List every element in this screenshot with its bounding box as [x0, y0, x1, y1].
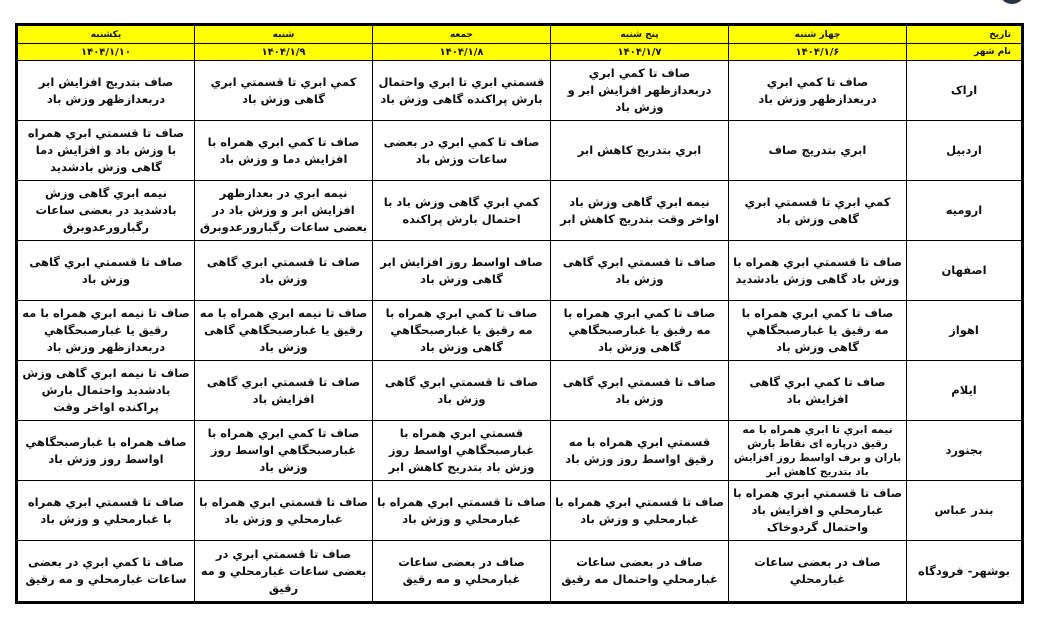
city-name: ارومیه: [907, 181, 1023, 241]
forecast-cell: صاف در بعضی ساعات غبارمحلي: [729, 541, 907, 603]
forecast-cell: صاف تا کمي ابري در بعضی ساعات غبارمحلي و مه رقيق: [17, 541, 195, 603]
day-date: ۱۴۰۴/۱/۶: [729, 44, 907, 61]
forecast-cell: صاف تا کمي ابري همراه با مه رقيق يا غبارصبحگاهي گاهی وزش باد: [729, 301, 907, 361]
city-name: بندر عباس: [907, 481, 1023, 541]
city-name: ایلام: [907, 361, 1023, 421]
date-label: تاریخ: [907, 25, 1023, 44]
forecast-cell: صاف تا کمي ابري دربعدازظهر وزش باد: [729, 61, 907, 121]
city-name: اردبیل: [907, 121, 1023, 181]
forecast-cell: صاف تا قسمتي ابري همراه با غبارمحلي و وزش باد: [373, 481, 551, 541]
forecast-cell: نيمه ابري گاهی وزش باد اواخر وقت بتدريج کاهش ابر: [551, 181, 729, 241]
table-row: [17, 301, 1023, 361]
forecast-cell: صاف تا کمي ابري همراه با مه رقيق يا غبارصبحگاهي گاهی وزش باد: [373, 301, 551, 361]
forecast-cell: صاف تا کمي ابري در بعضی ساعات وزش باد: [373, 121, 551, 181]
day-date: ۱۴۰۴/۱/۷: [551, 44, 729, 61]
forecast-cell: ابري بتدريج صاف: [729, 121, 907, 181]
table-row: [17, 181, 1023, 241]
day-date: ۱۴۰۴/۱/۸: [373, 44, 551, 61]
forecast-cell: صاف تا کمي ابري همراه با افزايش دما و وزش باد: [195, 121, 373, 181]
city-label: نام شهر: [907, 44, 1023, 61]
forecast-cell: صاف تا کمي ابري دربعدازظهر افزايش ابر و وزش باد: [551, 61, 729, 121]
day-name: چهار شنبه: [729, 25, 907, 44]
header-row-dates: [17, 44, 1023, 61]
forecast-cell: کمي ابري تا قسمتي ابري گاهی وزش باد: [195, 61, 373, 121]
forecast-cell: صاف تا قسمتي ابري همراه با وزش باد و افزايش دما گاهی وزش بادشديد: [17, 121, 195, 181]
header-row-days: [17, 25, 1023, 44]
forecast-cell: صاف در بعضی ساعات غبارمحلي واحتمال مه رقيق: [551, 541, 729, 603]
forecast-cell: صاف تا کمي ابري گاهی افزايش باد: [729, 361, 907, 421]
city-name: اهواز: [907, 301, 1023, 361]
day-date: ۱۴۰۴/۱/۱۰: [17, 44, 195, 61]
weather-forecast-table: [15, 23, 1024, 604]
forecast-cell: نيمه ابري در بعدازظهر افزايش ابر و وزش باد در بعضی ساعات رگبارورعدوبرق: [195, 181, 373, 241]
table-row: [17, 421, 1023, 481]
logo-icon: [999, 0, 1025, 4]
forecast-cell: قسمتي ابري تا ابري واحتمال بارش پراكنده گاهی وزش باد: [373, 61, 551, 121]
day-name: پنج شنبه: [551, 25, 729, 44]
forecast-cell: صاف تا قسمتي ابري گاهی وزش باد: [373, 361, 551, 421]
forecast-cell: کمي ابري گاهی وزش باد با احتمال بارش پراكنده: [373, 181, 551, 241]
forecast-cell: صاف تا قسمتي ابري گاهی وزش باد: [195, 241, 373, 301]
forecast-cell: صاف تا قسمتي ابري همراه با غبارمحلي و افزايش باد واحتمال گردوخاک: [729, 481, 907, 541]
city-name: بجنورد: [907, 421, 1023, 481]
forecast-cell: صاف تا نيمه ابري همراه با مه رقيق يا غبارصبحگاهي گاهی وزش باد: [195, 301, 373, 361]
forecast-cell: نيمه ابري تا ابري همراه با مه رقيق درپاره ای نقاط بارش باران و برف اواسط روز افزايش باد بتدريج کاهش ابر: [729, 421, 907, 481]
city-name: اصفهان: [907, 241, 1023, 301]
forecast-cell: صاف تا قسمتي ابري در بعضی ساعات غبارمحلي و مه رقيق: [195, 541, 373, 603]
table-row: [17, 241, 1023, 301]
forecast-cell: صاف تا قسمتي ابري گاهی وزش باد: [551, 361, 729, 421]
day-name: جمعه: [373, 25, 551, 44]
forecast-cell: صاف تا قسمتي ابري همراه با غبارمحلي و وزش باد: [17, 481, 195, 541]
forecast-cell: صاف تا قسمتي ابري همراه با غبارمحلي و وزش باد: [551, 481, 729, 541]
day-name: یکشنبه: [17, 25, 195, 44]
forecast-cell: صاف همراه با غبارصبحگاهي اواسط روز وزش باد: [17, 421, 195, 481]
day-date: ۱۴۰۴/۱/۹: [195, 44, 373, 61]
day-name: شنبه: [195, 25, 373, 44]
city-name: اراک: [907, 61, 1023, 121]
table-row: [17, 61, 1023, 121]
forecast-cell: قسمتي ابري همراه با مه رقيق اواسط روز وزش باد: [551, 421, 729, 481]
forecast-cell: ابري بتدريج کاهش ابر: [551, 121, 729, 181]
forecast-cell: صاف در بعضی ساعات غبارمحلي و مه رقيق: [373, 541, 551, 603]
forecast-cell: صاف تا نيمه ابري همراه با مه رقيق يا غبارصبحگاهي دربعدازظهر وزش باد: [17, 301, 195, 361]
forecast-cell: صاف تا کمي ابري همراه با غبارصبحگاهي اواسط روز وزش باد: [195, 421, 373, 481]
city-name: بوشهر- فرودگاه: [907, 541, 1023, 603]
forecast-cell: کمي ابري تا قسمتي ابري گاهی وزش باد: [729, 181, 907, 241]
table-row: [17, 541, 1023, 603]
forecast-cell: صاف تا کمي ابري همراه با مه رقيق يا غبارصبحگاهي گاهی وزش باد: [551, 301, 729, 361]
forecast-cell: صاف بتدريج افزايش ابر دربعدازظهر وزش باد: [17, 61, 195, 121]
forecast-cell: صاف تا قسمتي ابري همراه با وزش باد گاهی وزش بادشديد: [729, 241, 907, 301]
forecast-cell: صاف تا قسمتي ابري گاهی وزش باد: [17, 241, 195, 301]
forecast-cell: صاف اواسط روز افزايش ابر گاهی وزش باد: [373, 241, 551, 301]
table-row: [17, 481, 1023, 541]
table-row: [17, 121, 1023, 181]
forecast-cell: قسمتي ابري همراه با غبارصبحگاهي اواسط روز وزش باد بتدريج کاهش ابر: [373, 421, 551, 481]
forecast-cell: صاف تا قسمتي ابري همراه با غبارمحلي و وزش باد: [195, 481, 373, 541]
forecast-cell: صاف تا نيمه ابري گاهی وزش بادشديد واحتمال بارش پراكنده اواخر وقت: [17, 361, 195, 421]
table-row: [17, 361, 1023, 421]
forecast-cell: صاف تا قسمتي ابري گاهی افزايش باد: [195, 361, 373, 421]
forecast-cell: نيمه ابري گاهی وزش بادشديد در بعضی ساعات رگبارورعدوبرق: [17, 181, 195, 241]
forecast-cell: صاف تا قسمتي ابري گاهی وزش باد: [551, 241, 729, 301]
